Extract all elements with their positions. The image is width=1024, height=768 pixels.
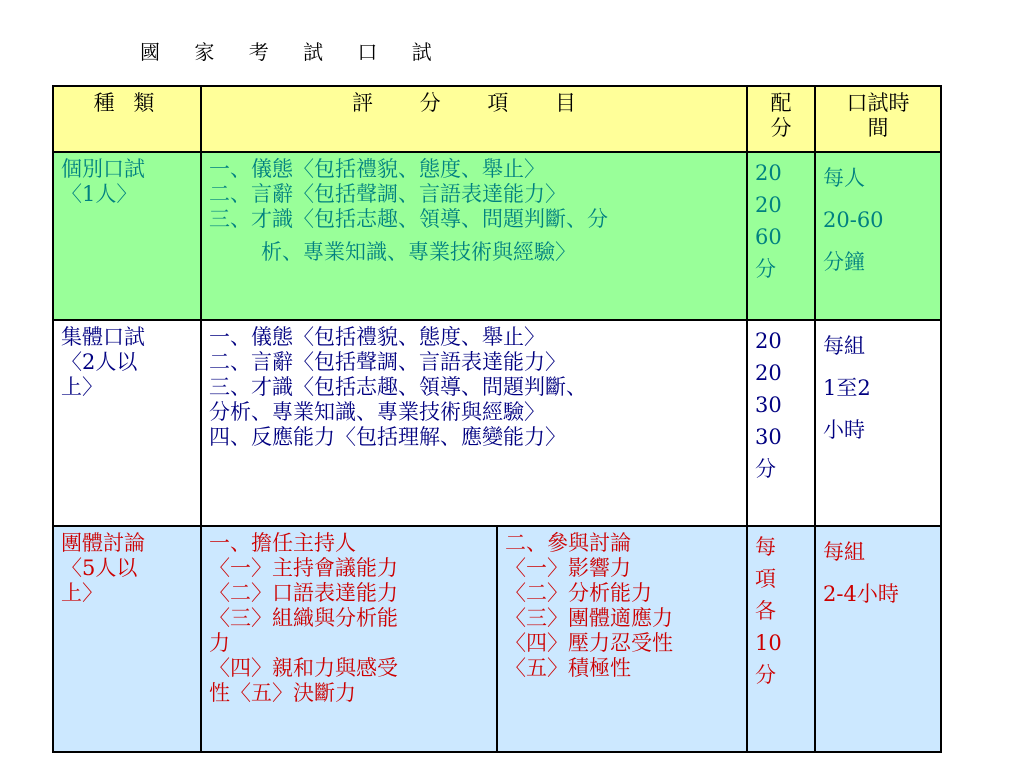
row-scores: 20 20 30 30 分 bbox=[747, 320, 815, 526]
row-items: 一、儀態〈包括禮貌、態度、舉止〉 二、言辭〈包括聲調、言語表達能力〉 三、才識〈包括志趣、領導、問題判斷、 分析、專業知識、專業技術與經驗〉 四、反應能力〈包括理解、應變能力〉 bbox=[201, 320, 747, 526]
row-type: 集體口試 〈2人以 上〉 bbox=[53, 320, 201, 526]
row-type: 團體討論 〈5人以 上〉 bbox=[53, 526, 201, 752]
row-time: 每人 20-60 分鐘 bbox=[815, 152, 941, 320]
page-title: 國 家 考 試 口 試 bbox=[140, 40, 446, 64]
row-scores: 20 20 60 分 bbox=[747, 152, 815, 320]
header-type: 種 類 bbox=[53, 86, 201, 152]
header-row bbox=[53, 86, 941, 152]
row-items: 一、儀態〈包括禮貌、態度、舉止〉 二、言辭〈包括聲調、言語表達能力〉 三、才識〈包括志趣、領導、問題判斷、分 析、專業知識、專業技術與經驗〉 bbox=[201, 152, 747, 320]
header-score: 配 分 bbox=[747, 86, 815, 152]
header-time: 口試時 間 bbox=[815, 86, 941, 152]
exam-table bbox=[52, 85, 942, 753]
row-time: 每組 2-4小時 bbox=[815, 526, 941, 752]
row-type: 個別口試 〈1人〉 bbox=[53, 152, 201, 320]
row-scores: 每 項 各 10 分 bbox=[747, 526, 815, 752]
row-time: 每組 1至2 小時 bbox=[815, 320, 941, 526]
row-items-right: 二、參與討論 〈一〉影響力 〈二〉分析能力 〈三〉團體適應力 〈四〉壓力忍受性 〈五〉積極性 bbox=[497, 526, 747, 752]
table-row bbox=[53, 526, 941, 752]
header-items: 評 分 項 目 bbox=[201, 86, 747, 152]
table-row bbox=[53, 152, 941, 320]
row-items-left: 一、擔任主持人 〈一〉主持會議能力 〈二〉口語表達能力 〈三〉組織與分析能 力 〈四〉親和力與感受 性〈五〉決斷力 bbox=[201, 526, 497, 752]
table-row bbox=[53, 320, 941, 526]
